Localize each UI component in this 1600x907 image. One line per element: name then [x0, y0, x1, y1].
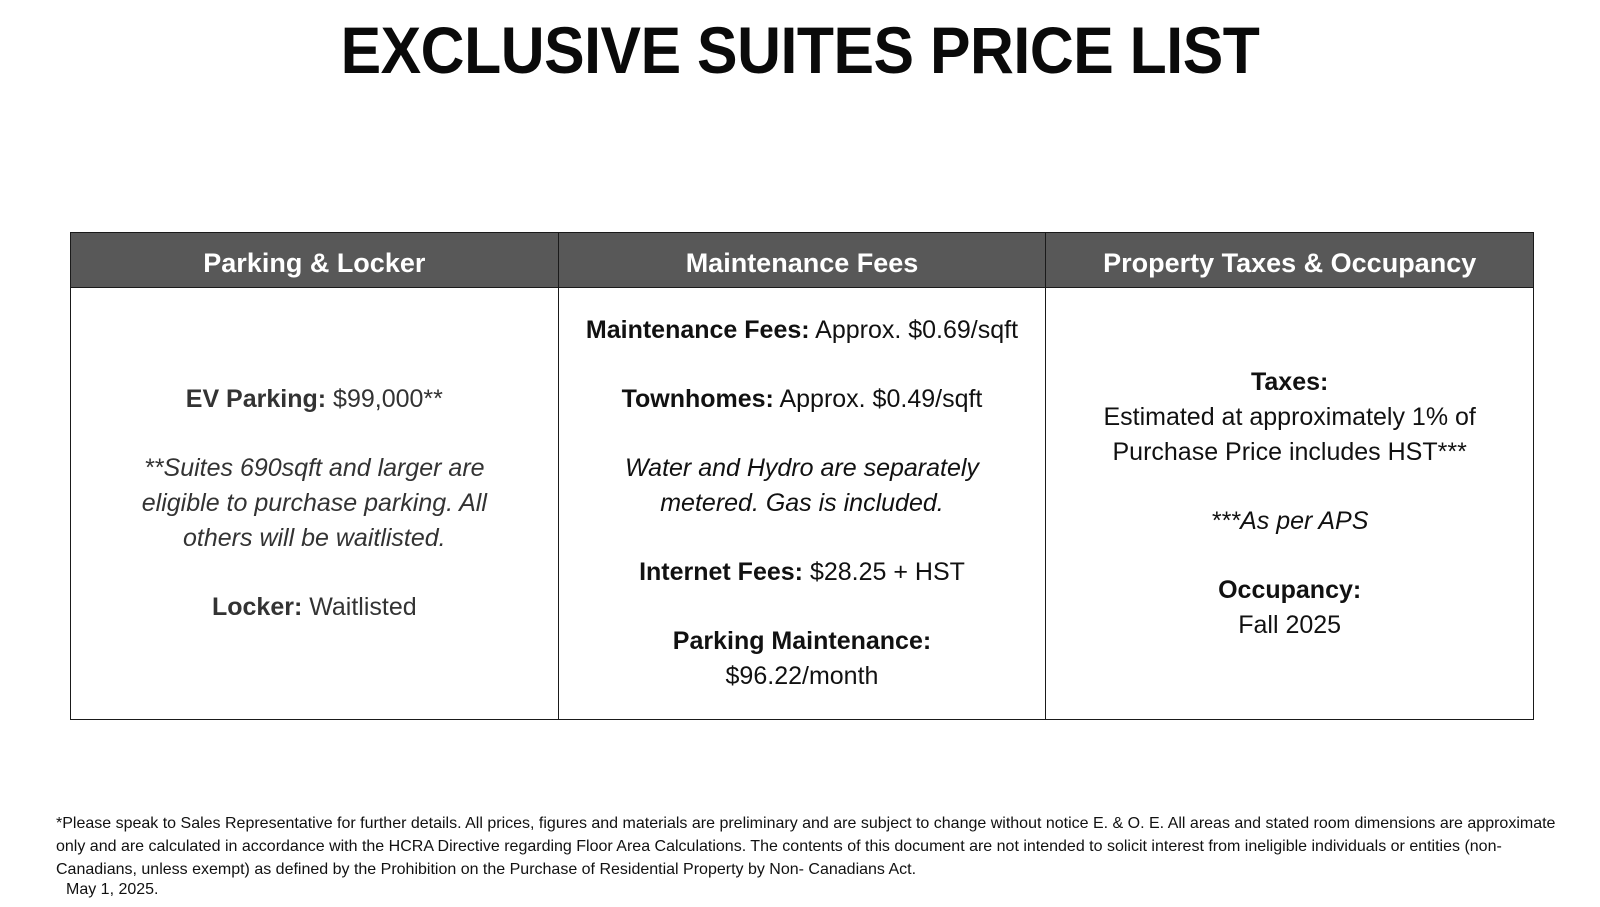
parking-locker-cell: [71, 288, 559, 720]
townhomes-value: Approx. $0.49/sqft: [773, 385, 983, 413]
occupancy-value: Fall 2025: [1238, 610, 1342, 639]
aps-note: ***As per APS: [1210, 506, 1369, 535]
maintenance-fees-line: [586, 313, 1018, 348]
maintenance-fees-value: Approx. $0.69/sqft: [809, 316, 1019, 344]
townhomes-label: Townhomes:: [621, 385, 774, 413]
page-title: EXCLUSIVE SUITES PRICE LIST: [340, 13, 1260, 87]
maintenance-fees-cell: [558, 288, 1046, 720]
ev-parking-value: $99,000**: [326, 385, 443, 413]
utilities-note: Water and Hydro are separately metered. Gas is included.: [625, 454, 979, 517]
maintenance-fees-label: Maintenance Fees:: [585, 316, 810, 344]
table-row: [71, 288, 1534, 720]
ev-parking-label: EV Parking:: [185, 385, 327, 413]
parking-eligibility-note: **Suites 690sqft and larger are eligible to purchase parking. All others will be waitlisted.: [141, 454, 487, 552]
parking-maintenance-value: $96.22/month: [725, 662, 879, 690]
taxes-value: Estimated at approximately 1% of Purchase Price includes HST***: [1103, 402, 1476, 466]
locker-value: Waitlisted: [302, 593, 417, 621]
locker-line: [212, 590, 417, 625]
header-property-taxes-occupancy: Property Taxes & Occupancy: [1046, 233, 1534, 288]
price-table: [70, 232, 1534, 720]
header-maintenance-fees: Maintenance Fees: [558, 233, 1046, 288]
header-parking-locker: Parking & Locker: [71, 233, 559, 288]
ev-parking-line: [186, 382, 443, 417]
occupancy-label: Occupancy:: [1218, 575, 1362, 604]
internet-fees-label: Internet Fees:: [639, 558, 803, 586]
locker-label: Locker:: [211, 593, 303, 621]
document-date: May 1, 2025.: [66, 881, 159, 898]
internet-fees-line: [639, 555, 965, 590]
townhomes-line: [622, 382, 983, 417]
parking-maintenance-label: Parking Maintenance:: [672, 627, 932, 655]
taxes-label: Taxes:: [1250, 367, 1329, 396]
internet-fees-value: $28.25 + HST: [803, 558, 965, 586]
disclaimer-text: *Please speak to Sales Representative for further details. All prices, figures and materials are preliminary and are subject to change without notice E. & O. E. All areas and stated room dimensions are approximate only and are calculated in accordance with the HCRA Directive regarding Floor Area Calculations. The contents of this document are not intended to solicit interest from ineligible individuals or entities (non-Canadians, unless exempt) as defined by the Prohibition on the Purchase of Residential Property by Non- Canadians Act.: [56, 815, 1556, 878]
table-header-row: [71, 233, 1534, 288]
property-taxes-cell: [1046, 288, 1534, 720]
